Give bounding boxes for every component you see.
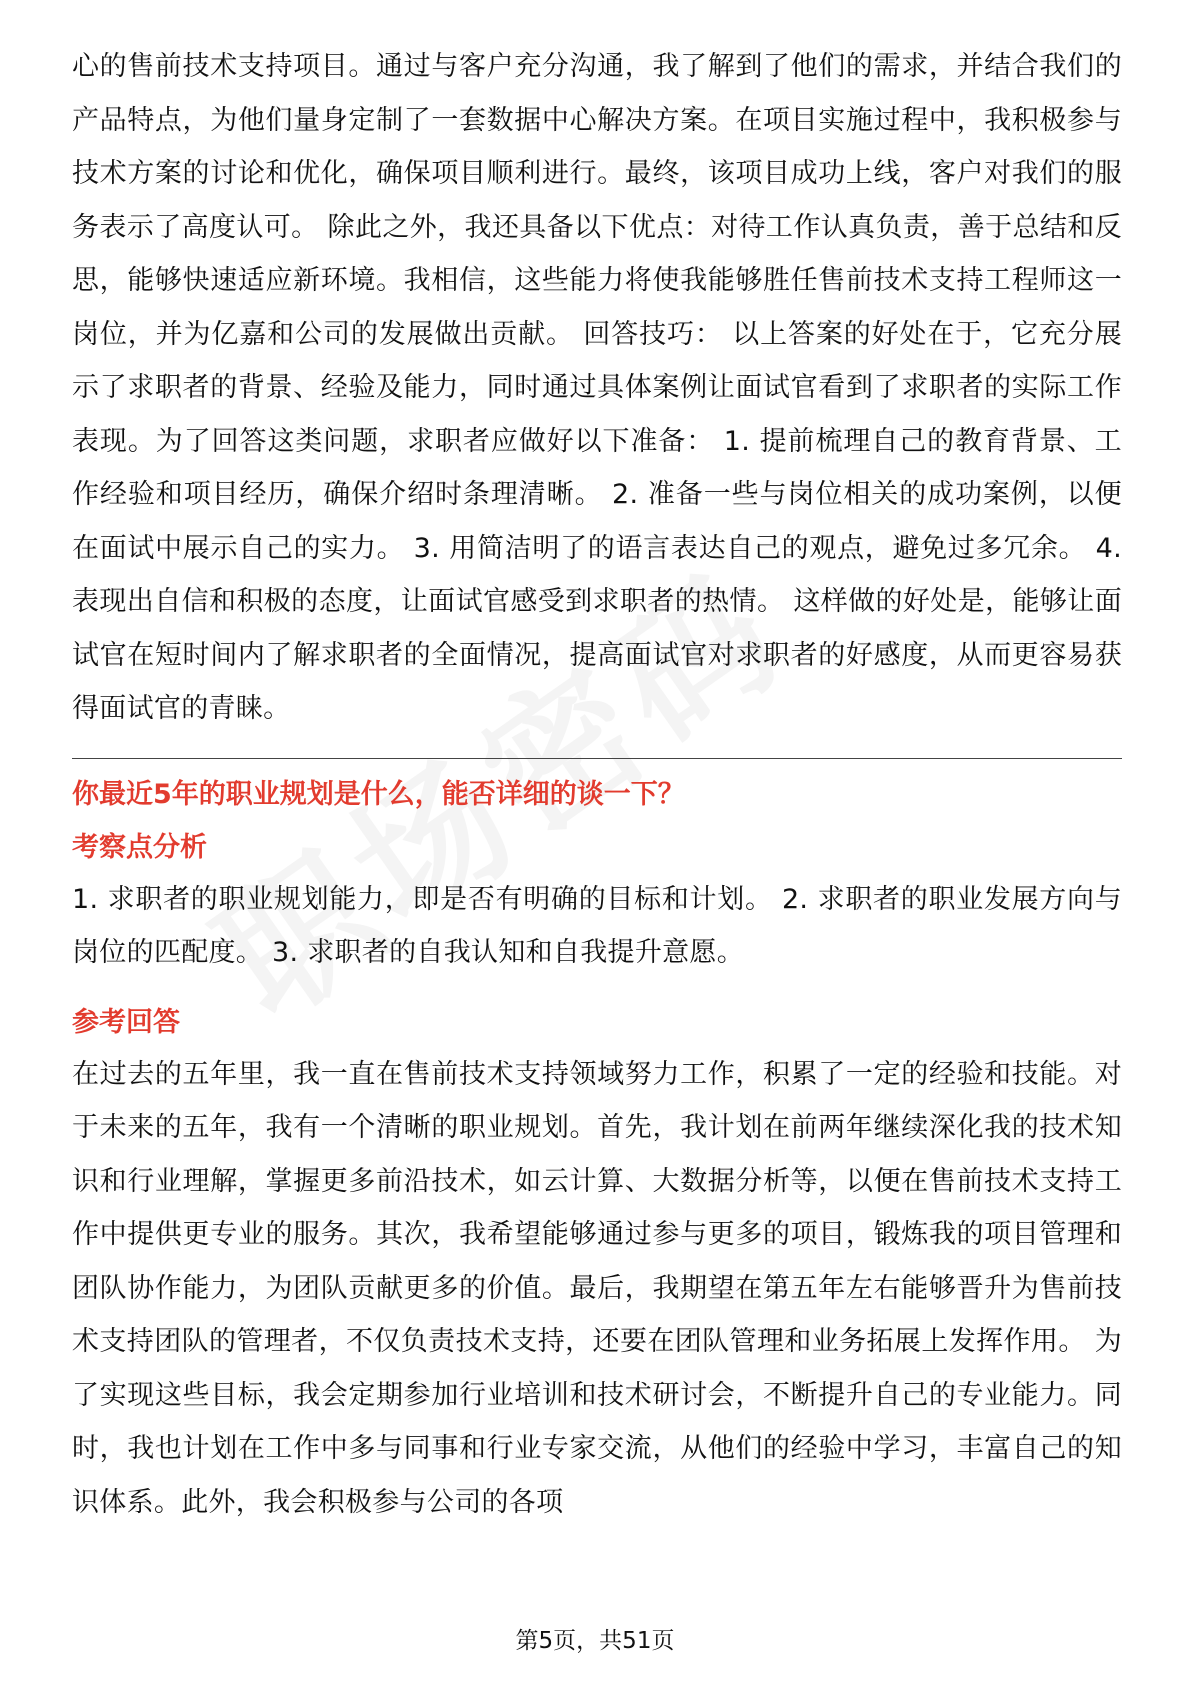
analysis-body: 1. 求职者的职业规划能力，即是否有明确的目标和计划。 2. 求职者的职业发展方向与岗位的匹配度。 3. 求职者的自我认知和自我提升意愿。 [72,883,1122,968]
analysis-heading: 考察点分析 [72,831,207,863]
answer-body: 在过去的五年里，我一直在售前技术支持领域努力工作，积累了一定的经验和技能。对于未来的五年，我有一个清晰的职业规划。首先，我计划在前两年继续深化我的技术知识和行业理解，掌握更多前沿技术，如云计算、大数据分析等，以便在售前技术支持工作中提供更专业的服务。其次，我希望能够通过参与更多的项目，锻炼我的项目管理和团队协作能力，为团队贡献更多的价值。最后，我期望在第五年左右能够晋升为售前技术支持团队的管理者，不仅负责技术支持，还要在团队管理和业务拓展上发挥作用。 为了实现这些目标，我会定期参加行业培训和技术研讨会，不断提升自己的专业能力。同时，我也计划在工作中多与同事和行业专家交流，从他们的经验中学习，丰富自己的知识体系。此外，我会积极参与公司的各项 [72,1058,1122,1518]
answer-heading: 参考回答 [72,1006,180,1038]
section-divider [72,758,1122,759]
spacer [72,980,1122,994]
intro-paragraph: 心的售前技术支持项目。通过与客户充分沟通，我了解到了他们的需求，并结合我们的产品特点，为他们量身定制了一套数据中心解决方案。在项目实施过程中，我积极参与技术方案的讨论和优化，确保项目顺利进行。最终，该项目成功上线，客户对我们的服务表示了高度认可。 除此之外，我还具备以下优点：对待工作认真负责，善于总结和反思，能够快速适应新环境。我相信，这些能力将使我能够胜任售前技术支持工程师这一岗位，并为亿嘉和公司的发展做出贡献。 回答技巧： 以上答案的好处在于，它充分展示了求职者的背景、经验及能力，同时通过具体案例让面试官看到了求职者的实际工作表现。为了回答这类问题，求职者应做好以下准备： 1. 提前梳理自己的教育背景、工作经验和项目经历，确保介绍时条理清晰。 2. 准备一些与岗位相关的成功案例，以便在面试中展示自己的实力。 3. 用简洁明了的语言表达自己的观点，避免过多冗余。 4. 表现出自信和积极的态度，让面试官感受到求职者的热情。 这样做的好处是，能够让面试官在短时间内了解求职者的全面情况，提高面试官对求职者的好感度，从而更容易获得面试官的青睐。 [72,51,1122,724]
page-footer: 第5页，共51页 [515,1628,675,1654]
document-page [72,40,1122,1529]
question-title: 你最近5年的职业规划是什么，能否详细的谈一下？ [72,778,685,810]
